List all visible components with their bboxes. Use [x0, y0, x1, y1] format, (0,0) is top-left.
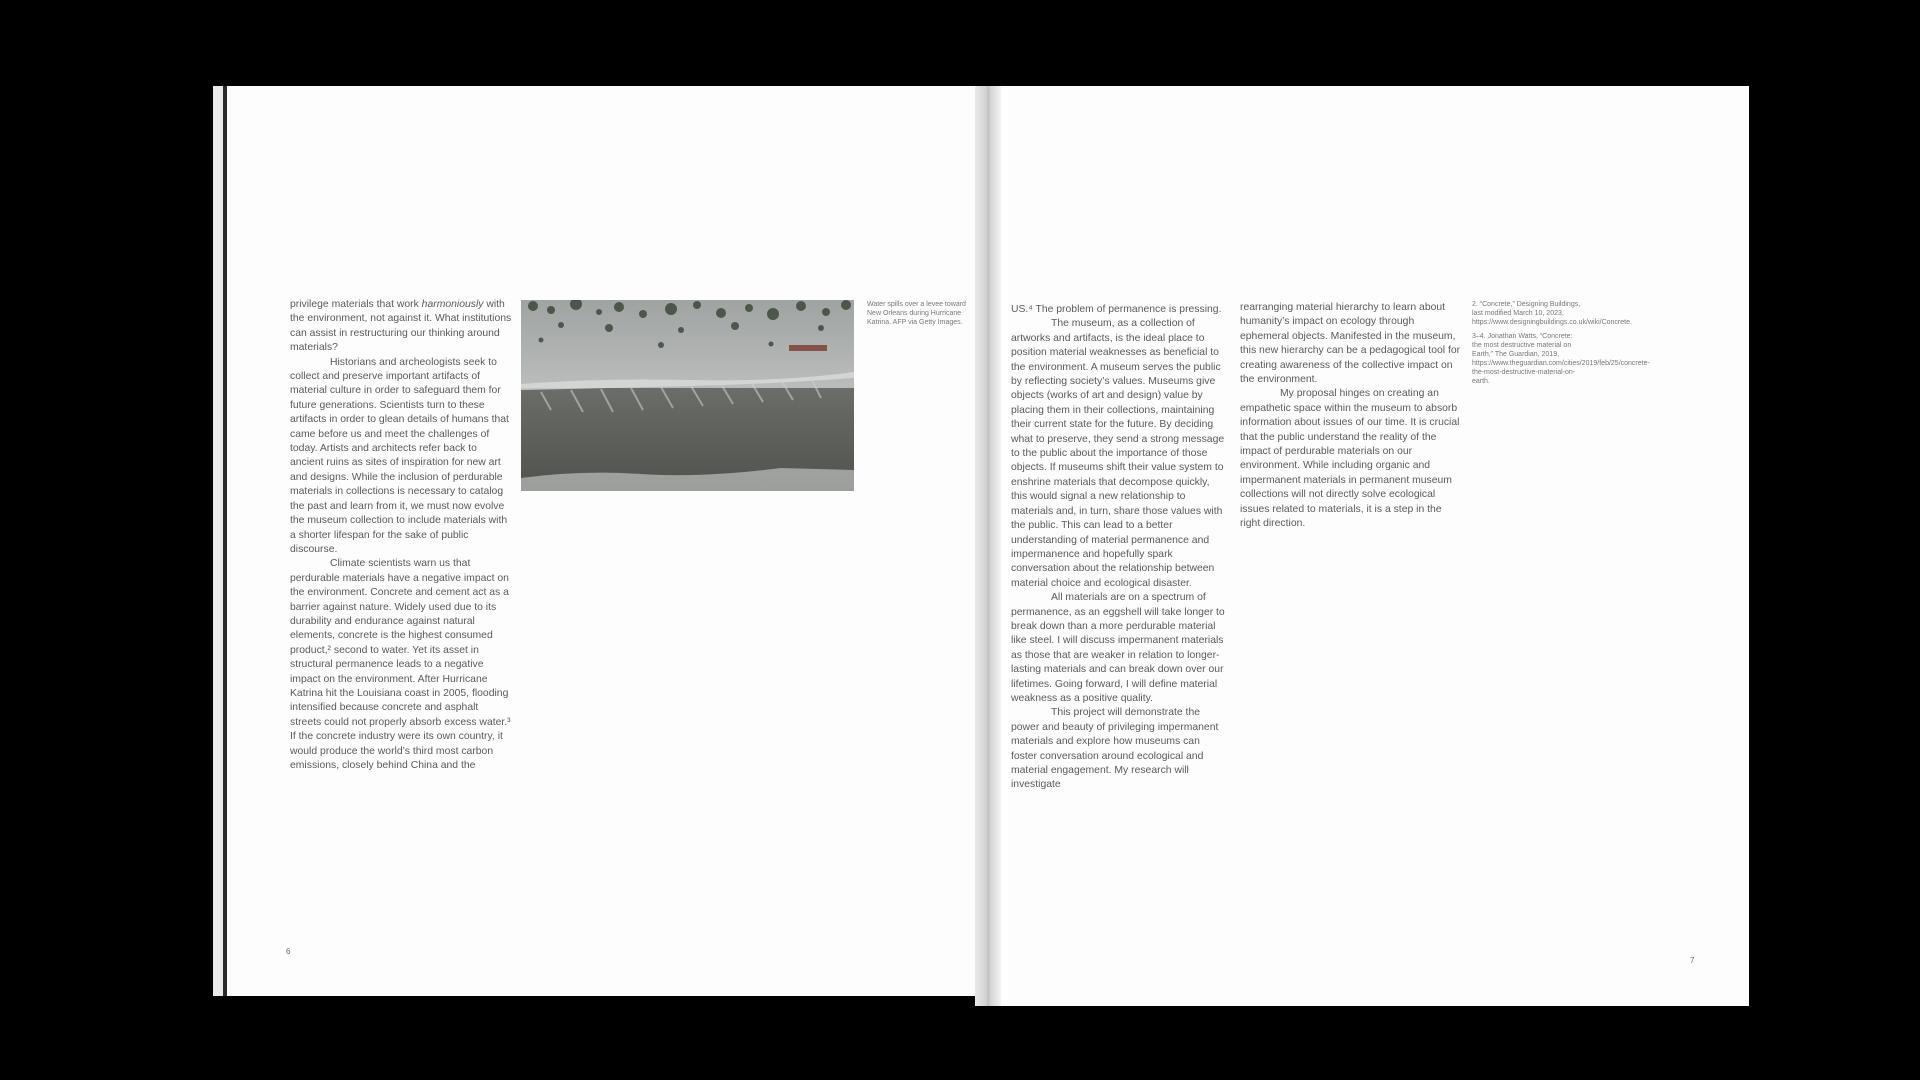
paragraph-3: Climate scientists warn us that perdurable materials have a negative impact on the environment. Concrete and cement act as a barrier against nature. Widely used due to its durability and endurance against natural elements, concrete is the highest consumed product,² second to water. Yet its asset in structural permanence leads to a negative impact on the environment. After Hurricane Katrina hit the Louisiana coast in 2005, flooding intensified because concrete and asphalt streets could not properly absorb excess water.³ If the concrete industry were its own country, it would produce the world’s third most carbon emissions, closely behind China and the — [290, 558, 511, 771]
paragraph-2: Historians and archeologists seek to collect and preserve important artifacts of material culture in order to safeguard them for future generations. Scientists turn to these artifacts in order to glean details of humans that came before us and meet the challenges of today. Artists and architects refer back to ancient ruins as sites of inspiration for new art and designs. While the inclusion of perdurable materials in collections is necessary to catalog the past and learn from it, we must now evolve the museum collection to include materials with a shorter lifespan for the sake of public discourse. — [290, 356, 509, 555]
page-number-right: 7 — [1690, 956, 1695, 965]
paragraph-5: The museum, as a collection of artworks and artifacts, is the ideal place to position material weaknesses as beneficial to the environment. A museum serves the public by reflecting society’s values. Museums give objects (works of art and design) value by placing them in their collections, maintaining their current state for the future. By deciding what to preserve, they send a strong message to the public about the importance of those objects. If museums shift their value system to enshrine materials that decompose quickly, this would signal a new relationship to materials and, in turn, share those values with the public. This can lead to a better understanding of material permanence and impermanence and hopefully spark conversation about the relationship between material choice and ecological disaster. — [1011, 318, 1225, 589]
right-body-column-2 — [1240, 301, 1462, 532]
paragraph-9: My proposal hinges on creating an empathetic space within the museum to absorb information about issues of our time. It is crucial that the public understand the reality of the impact of perdurable materials on our environment. While including organic and impermanent materials in permanent museum collections will not directly solve ecological issues related to materials, it is a step in the right direction. — [1240, 388, 1460, 530]
hurricane-katrina-levee-photo — [521, 300, 854, 491]
page-number-left: 6 — [286, 947, 291, 956]
footnote-2: 2. “Concrete,” Designing Buildings, last modified March 10, 2023, https://www.designingbuildings.co.uk/wiki/Concrete. — [1472, 301, 1632, 326]
paragraph-4: US.⁴ The problem of permanence is pressing. — [1011, 304, 1222, 315]
footnotes — [1472, 300, 1650, 391]
paragraph-6: All materials are on a spectrum of permanence, as an eggshell will take longer to break down than a more perdurable material like steel. I will discuss impermanent materials as those that are weaker in relation to longer-lasting materials and can break down over our lifetimes. Going forward, I will define material weakness as a positive quality. — [1011, 592, 1225, 704]
left-body-column — [290, 298, 512, 773]
book-gutter — [975, 86, 1001, 1006]
image-caption: Water spills over a levee toward New Orleans during Hurricane Katrina. AFP via Getty Images. — [867, 301, 966, 326]
footnote-3-4: 3–4. Jonathan Watts, “Concrete: the most destructive material on Earth,” The Guardian, 2019, https://www.theguardian.com/cities/2019/feb/25/concrete-the-most-destructive-material-on-earth. — [1472, 333, 1650, 385]
paragraph-1: privilege materials that work harmoniously with the environment, not against it. What institutions can assist in restructuring our thinking around materials? — [290, 299, 512, 354]
paragraph-8: rearranging material hierarchy to learn about humanity’s impact on ecology through ephemeral objects. Manifested in the museum, this new hierarchy can be a pedagogical tool for creating awareness of the collective impact on the environment. — [1240, 302, 1461, 386]
paragraph-7: This project will demonstrate the power and beauty of privileging impermanent materials and explore how museums can foster conversation around ecological and material engagement. My research will investigate — [1011, 707, 1219, 791]
right-body-column-1 — [1011, 303, 1227, 793]
